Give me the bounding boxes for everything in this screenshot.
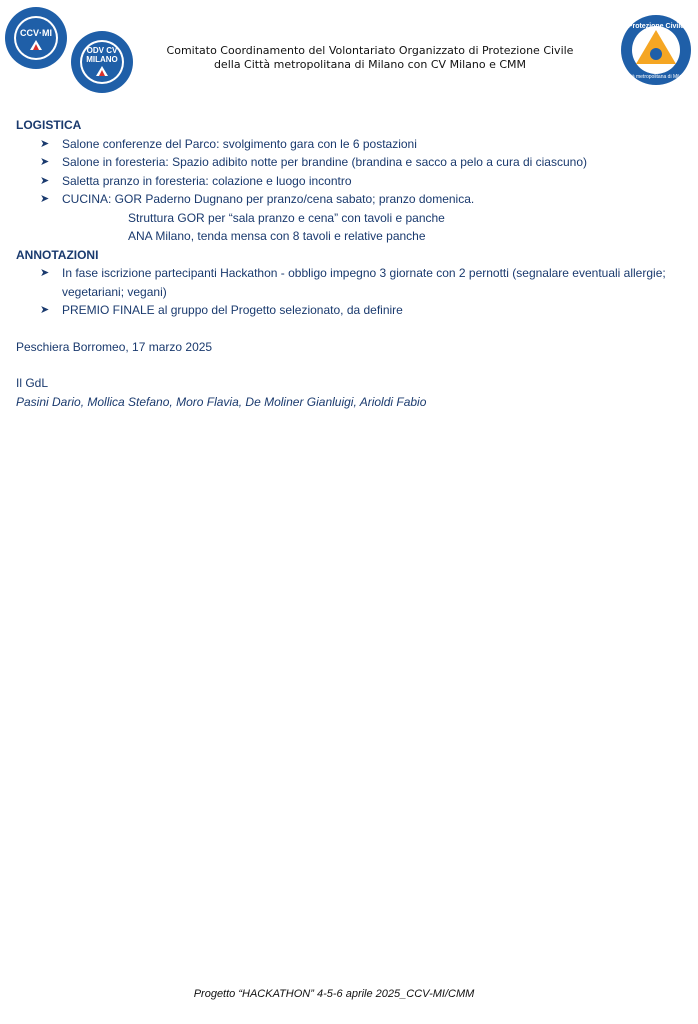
place-date: Peschiera Borromeo, 17 marzo 2025 — [16, 339, 213, 354]
header-title — [150, 44, 590, 72]
odv-cv-milano-logo — [70, 30, 134, 94]
list-item: ➤ PREMIO FINALE al gruppo del Progetto selezionato, da definire — [16, 301, 686, 320]
header-title-line1: Comitato Coordinamento del Volontariato Organizzato di Protezione Civile — [166, 44, 574, 57]
list-item: ➤ CUCINA: GOR Paderno Dugnano per pranzo/cena sabato; pranzo domenica. — [16, 190, 686, 209]
svg-text:ODV CV: ODV CV — [86, 46, 118, 55]
annotazioni-list — [16, 264, 686, 320]
arrow-bullet-icon: ➤ — [40, 174, 50, 187]
list-item: ➤ In fase iscrizione partecipanti Hackathon - obbligo impegno 3 giornate con 2 pernotti (segnalare eventuali allergie; vegetariani; vegani) — [40, 266, 666, 299]
annotazioni-heading: ANNOTAZIONI — [16, 247, 99, 262]
arrow-bullet-icon: ➤ — [40, 193, 50, 205]
logistica-list — [16, 135, 686, 209]
protezione-civile-logo — [620, 14, 692, 86]
arrow-bullet-icon: ➤ — [40, 267, 50, 279]
svg-text:MILANO: MILANO — [86, 55, 118, 64]
list-item: ➤ Salone conferenze del Parco: svolgimento gara con le 6 postazioni — [16, 135, 686, 154]
svg-text:CCV·MI: CCV·MI — [20, 28, 52, 38]
arrow-bullet-icon: ➤ — [40, 137, 50, 150]
ccvmi-logo — [4, 6, 68, 70]
cucina-sub-line: ANA Milano, tenda mensa con 8 tavoli e relative panche — [128, 229, 426, 243]
page-footer: Progetto “HACKATHON” 4-5-6 aprile 2025_CCV-MI/CMM — [193, 988, 475, 1000]
document-body — [16, 116, 686, 411]
svg-text:Città metropolitana di Milano: Città metropolitana di Milano — [624, 74, 688, 80]
arrow-bullet-icon: ➤ — [40, 304, 50, 316]
cucina-sub-line: Struttura GOR per “sala pranzo e cena” con tavoli e panche — [128, 210, 445, 225]
signature-label: Il GdL — [16, 376, 49, 390]
signature-names: Pasini Dario, Mollica Stefano, Moro Flavia, De Moliner Gianluigi, Arioldi Fabio — [16, 394, 427, 409]
arrow-bullet-icon: ➤ — [40, 156, 50, 168]
list-item: ➤ Salone in foresteria: Spazio adibito notte per brandine (brandina e sacco a pelo a cura di ciascuno) — [16, 153, 686, 172]
logistica-heading: LOGISTICA — [16, 118, 82, 132]
svg-text:Protezione Civile: Protezione Civile — [627, 23, 685, 30]
header-title-line2: della Città metropolitana di Milano con CV Milano e CMM — [213, 58, 527, 71]
list-item: ➤ Saletta pranzo in foresteria: colazione e luogo incontro — [16, 172, 686, 191]
